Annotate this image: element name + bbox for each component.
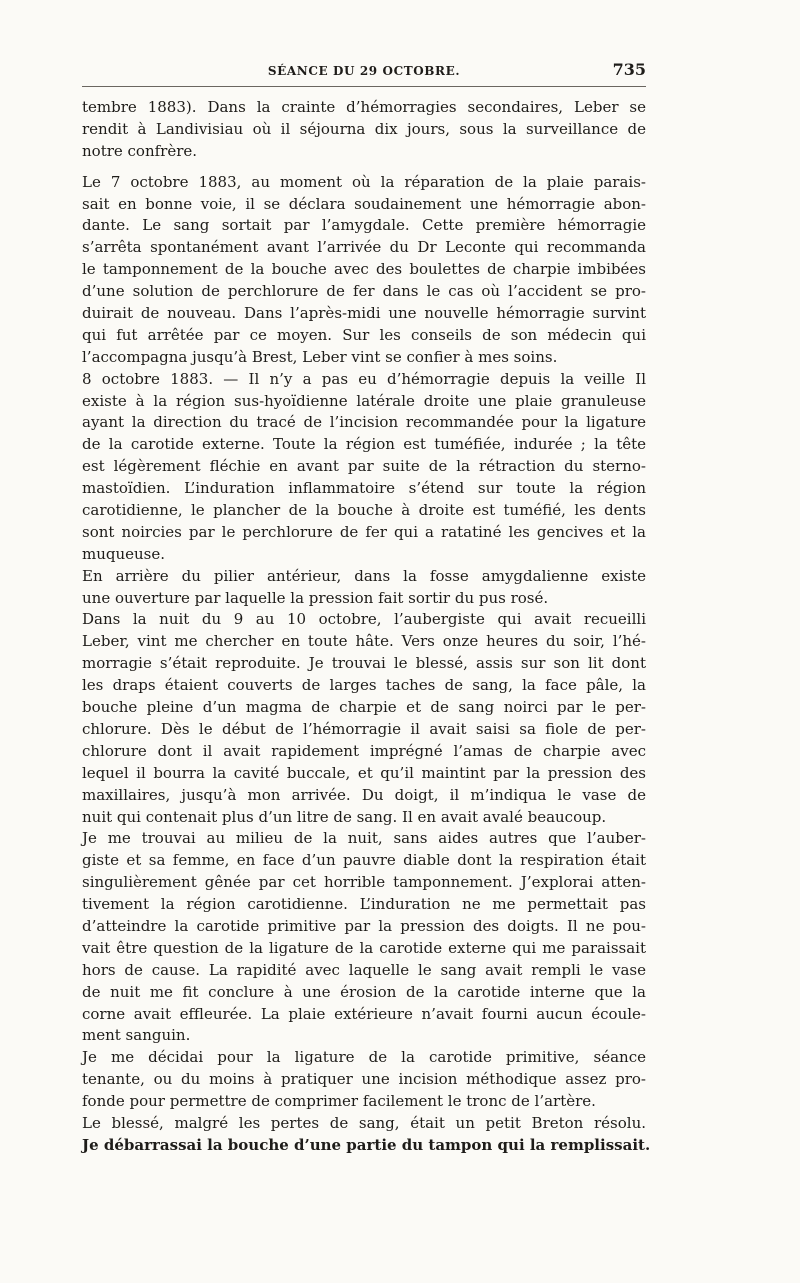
text-line: duirait de nouveau. Dans l’après-midi une nouvelle hémorragie survint [82,304,646,323]
text-line: est légèrement fléchie en avant par suite de la rétraction du sterno- [82,457,646,476]
text-line: hors de cause. La rapidité avec laquelle le sang avait rempli le vase [82,960,646,979]
text-line: corne avait effleurée. La plaie extérieure n’avait fourni aucun écoule- [82,1004,646,1023]
text-line: l’accompagna jusqu’à Brest, Leber vint se confier à mes soins. [82,347,558,366]
text-line: le tamponnement de la bouche avec des boulettes de charpie imbibées [82,260,646,279]
book-page [82,56,651,1256]
text-line: sont noircies par le perchlorure de fer qui a ratatiné les gencives et la [82,522,646,541]
text-line: singulièrement gênée par cet horrible tamponnement. J’explorai atten- [82,873,646,892]
text-line: Le 7 octobre 1883, au moment où la réparation de la plaie parais- [82,172,646,191]
text-line: une ouverture par laquelle la pression fait sortir du pus rosé. [82,588,549,607]
text-line: giste et sa femme, en face d’un pauvre diable dont la respiration était [82,851,646,870]
text-line: ayant la direction du tracé de l’incision recommandée pour la ligature [82,413,646,432]
text-line: Je débarrassai la bouche d’une partie du tampon qui la remplissait. [82,1135,651,1154]
text-line: qui fut arrêtée par ce moyen. Sur les conseils de son médecin qui [82,325,646,344]
text-line: existe à la région sus-hyoïdienne latérale droite une plaie granuleuse [82,391,646,410]
text-line: s’arrêta spontanément avant l’arrivée du Dr Leconte qui recommanda [82,238,646,257]
text-line: tenante, ou du moins à pratiquer une incision méthodique assez pro- [82,1070,646,1089]
text-line: d’une solution de perchlorure de fer dans le cas où l’accident se pro- [82,282,646,301]
text-line: chlorure. Dès le début de l’hémorragie il avait saisi sa fiole de per- [82,719,646,738]
text-line: les draps étaient couverts de larges taches de sang, la face pâle, la [82,676,646,695]
text-line: mastoïdien. L’induration inflammatoire s’étend sur toute la région [82,479,646,498]
text-line: dante. Le sang sortait par l’amygdale. Cette première hémorragie [82,216,646,235]
text-line: 8 octobre 1883. — Il n’y a pas eu d’hémorragie depuis la veille Il [82,369,646,388]
text-line: de nuit me fit conclure à une érosion de la carotide interne que la [82,982,646,1001]
text-line: lequel il bourra la cavité buccale, et qu’il maintint par la pression des [82,763,646,782]
text-line: Dans la nuit du 9 au 10 octobre, l’aubergiste qui avait recueilli [82,610,646,629]
page-number: 735 [612,60,646,79]
running-header [82,56,646,87]
text-line: En arrière du pilier antérieur, dans la fosse amygdalienne existe [82,566,646,585]
text-line: notre confrère. [82,141,198,160]
text-line: Leber, vint me chercher en toute hâte. Vers onze heures du soir, l’hé- [82,632,646,651]
text-line: ment sanguin. [82,1026,191,1045]
text-line: fonde pour permettre de comprimer facilement le tronc de l’artère. [82,1092,596,1111]
text-line: vait être question de la ligature de la carotide externe qui me paraissait [82,938,646,957]
text-line: tivement la région carotidienne. L’induration ne me permettait pas [82,895,646,914]
body-text [82,97,651,1157]
text-line: Je me trouvai au milieu de la nuit, sans aides autres que l’auber- [82,829,646,848]
text-line: nuit qui contenait plus d’un litre de sang. Il en avait avalé beaucoup. [82,807,607,826]
text-line: chlorure dont il avait rapidement imprégné l’amas de charpie avec [82,741,646,760]
text-line: maxillaires, jusqu’à mon arrivée. Du doigt, il m’indiqua le vase de [82,785,646,804]
text-line: bouche pleine d’un magma de charpie et de sang noirci par le per- [82,698,646,717]
text-line: tembre 1883). Dans la crainte d’hémorragies secondaires, Leber se [82,98,646,116]
text-line: de la carotide externe. Toute la région est tuméfiée, indurée ; la tête [82,435,646,454]
text-line: Le blessé, malgré les pertes de sang, était un petit Breton résolu. [82,1113,646,1132]
text-line: sait en bonne voie, il se déclara soudainement une hémorragie abon- [82,194,646,213]
text-line: Je me décidai pour la ligature de la carotide primitive, séance [82,1048,646,1067]
running-title: SÉANCE DU 29 OCTOBRE. [267,64,461,78]
text-line: rendit à Landivisiau où il séjourna dix jours, sous la surveillance de [82,119,646,138]
text-line: carotidienne, le plancher de la bouche à droite est tuméfié, les dents [82,501,646,520]
text-line: morragie s’était reproduite. Je trouvai le blessé, assis sur son lit dont [82,654,646,673]
text-line: muqueuse. [82,544,166,563]
text-line: d’atteindre la carotide primitive par la pression des doigts. Il ne pou- [82,916,646,935]
